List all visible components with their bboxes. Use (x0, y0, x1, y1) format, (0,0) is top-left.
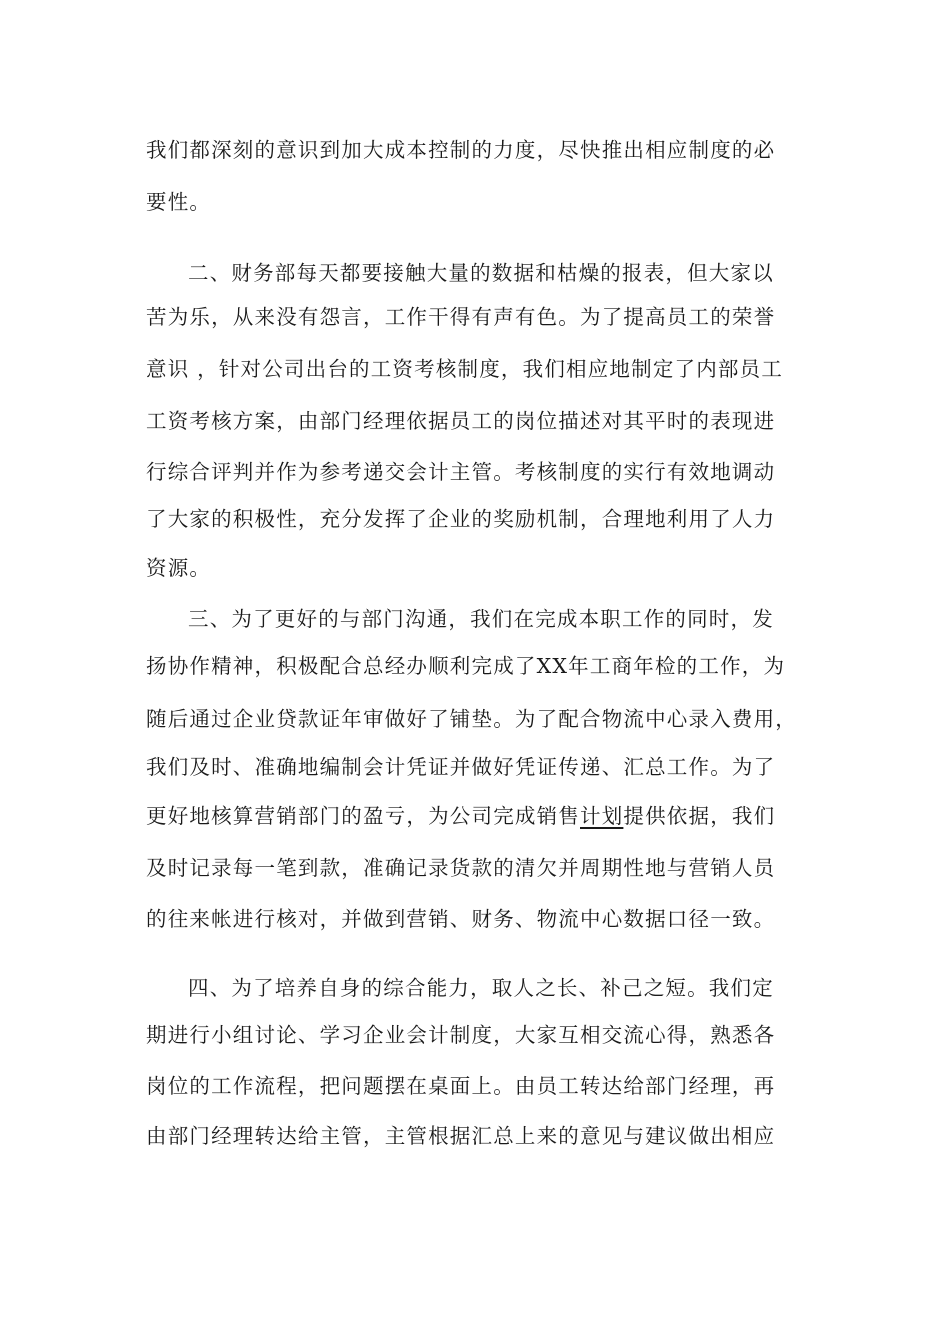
underlined-term: 计划 (580, 804, 624, 828)
paragraph-line: 了大家的积极性，充分发挥了企业的奖励机制，合理地利用了人力 (146, 507, 776, 531)
paragraph-line: 随后通过企业贷款证年审做好了铺垫。为了配合物流中心录入费用， (146, 707, 797, 731)
paragraph-line: 要性。 (146, 190, 212, 214)
paragraph-line: 我们及时、准确地编制会计凭证并做好凭证传递、汇总工作。为了 (146, 755, 776, 779)
paragraph-line: 三、为了更好的与部门沟通，我们在完成本职工作的同时，发 (188, 607, 774, 631)
paragraph-line: 四、为了培养自身的综合能力，取人之长、补己之短。我们定 (188, 976, 774, 1000)
paragraph-line: 由部门经理转达给主管，主管根据汇总上来的意见与建议做出相应 (146, 1124, 776, 1148)
paragraph-line: 意识 ，针对公司出台的工资考核制度，我们相应地制定了内部员工 (146, 357, 784, 381)
paragraph-line: 期进行小组讨论、学习企业会计制度，大家互相交流心得，熟悉各 (146, 1023, 776, 1047)
paragraph-line: 苦为乐，从来没有怨言，工作干得有声有色。为了提高员工的荣誉 (146, 305, 776, 329)
paragraph-line: 工资考核方案，由部门经理依据员工的岗位描述对其平时的表现进 (146, 409, 776, 433)
paragraph-line: 扬协作精神，积极配合总经办顺利完成了XX年工商年检的工作，为 (146, 654, 786, 678)
paragraph-line (146, 802, 775, 830)
paragraph-line: 我们都深刻的意识到加大成本控制的力度，尽快推出相应制度的必 (146, 138, 776, 162)
paragraph-line: 行综合评判并作为参考递交会计主管。考核制度的实行有效地调动 (146, 460, 776, 484)
paragraph-line: 岗位的工作流程，把问题摆在桌面上。由员工转达给部门经理，再 (146, 1074, 776, 1098)
line-text: 提供依据，我们 (623, 804, 776, 828)
paragraph-line: 的往来帐进行核对，并做到营销、财务、物流中心数据口径一致。 (146, 907, 776, 931)
line-text: 更好地核算营销部门的盈亏，为公司完成销售 (146, 804, 580, 828)
paragraph-line: 资源。 (146, 556, 212, 580)
paragraph-line: 二、财务部每天都要接触大量的数据和枯燥的报表，但大家以 (188, 261, 774, 285)
paragraph-line: 及时记录每一笔到款，准确记录货款的清欠并周期性地与营销人员 (146, 856, 776, 880)
